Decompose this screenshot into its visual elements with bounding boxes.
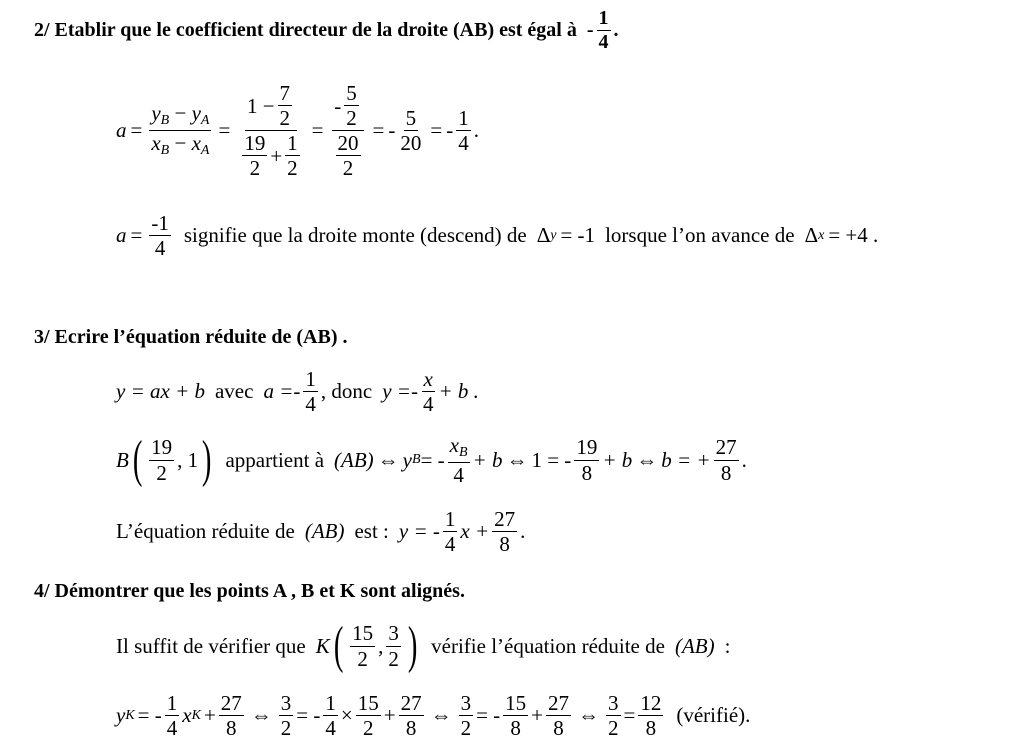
slope-meaning: a = $\frac{-1}{4}$ signifie que la droite monte (descend) de Δ y = -1 lorsque l’on avance de Δ x = +4 .	[116, 211, 879, 261]
q3-line-slope: y = ax + b avec a = - $\frac{1}{4}$ , donc y = - $\frac{x}{4}$ + b .	[116, 367, 479, 417]
q3-line-equation: L’équation réduite de (AB) est : y = - $\frac{1}{4}$ x + $\frac{27}{8}$ .	[116, 507, 526, 557]
slope-formula: a = $\frac{y_B - y_A}{x_B - x_A}$ = 1 − $\frac{7}{2}$ $\frac{19}{2}$ + $\frac{1}{2}$ = - $\frac{5}{2}$ $\frac{20}{2}$ = - $\frac{5}{20}$ = - $\frac{1}{4}$ .	[116, 81, 479, 181]
slope-fraction-coords: $\frac{y_B - y_A}{x_B - x_A}$	[151, 101, 210, 159]
q3-line-point-b: B ( $\frac{19}{2}$ , 1 ) appartient à (AB) ⇔ y B = - $\frac{x_B}{4}$ + b ⇔ 1 = - $\frac{19}{8}$ + b ⇔ b = + $\frac{27}{8}$ .	[116, 431, 747, 488]
q2-heading-fraction: $\frac{1}{4}$	[598, 7, 609, 53]
slope-fraction-values: 1 − $\frac{7}{2}$ $\frac{19}{2}$ + $\frac{1}{2}$	[244, 81, 298, 181]
q2-heading: 2/ Etablir que le coefficient directeur de la droite (AB) est égal à - $\frac{1}{4}$ .	[34, 7, 619, 53]
slope-fraction-simplified: - $\frac{5}{2}$ $\frac{20}{2}$	[331, 82, 366, 179]
q3-heading: 3/ Ecrire l’équation réduite de (AB) .	[34, 326, 348, 348]
q2-heading-text: 2/ Etablir que le coefficient directeur de la droite (AB) est égal à	[34, 19, 577, 41]
q4-heading: 4/ Démontrer que les points A , B et K sont alignés.	[34, 580, 465, 602]
q4-line-intro: Il suffit de vérifier que K ( $\frac{15}{2}$ , $\frac{3}{2}$ ) vérifie l’équation réduite de (AB) :	[116, 617, 731, 674]
q4-line-verification: y K = - $\frac{1}{4}$ x K + $\frac{27}{8}$ ⇔ $\frac{3}{2}$ = - $\frac{1}{4}$ × $\frac{15}{2}$ + $\frac{27}{8}$ ⇔ $\frac{3}{2}$ = - $\frac{15}{8}$ + $\frac{27}{8}$ ⇔ $\frac{3}{2}$ = $\frac{12}{8}$ (vérifié).	[116, 691, 751, 741]
